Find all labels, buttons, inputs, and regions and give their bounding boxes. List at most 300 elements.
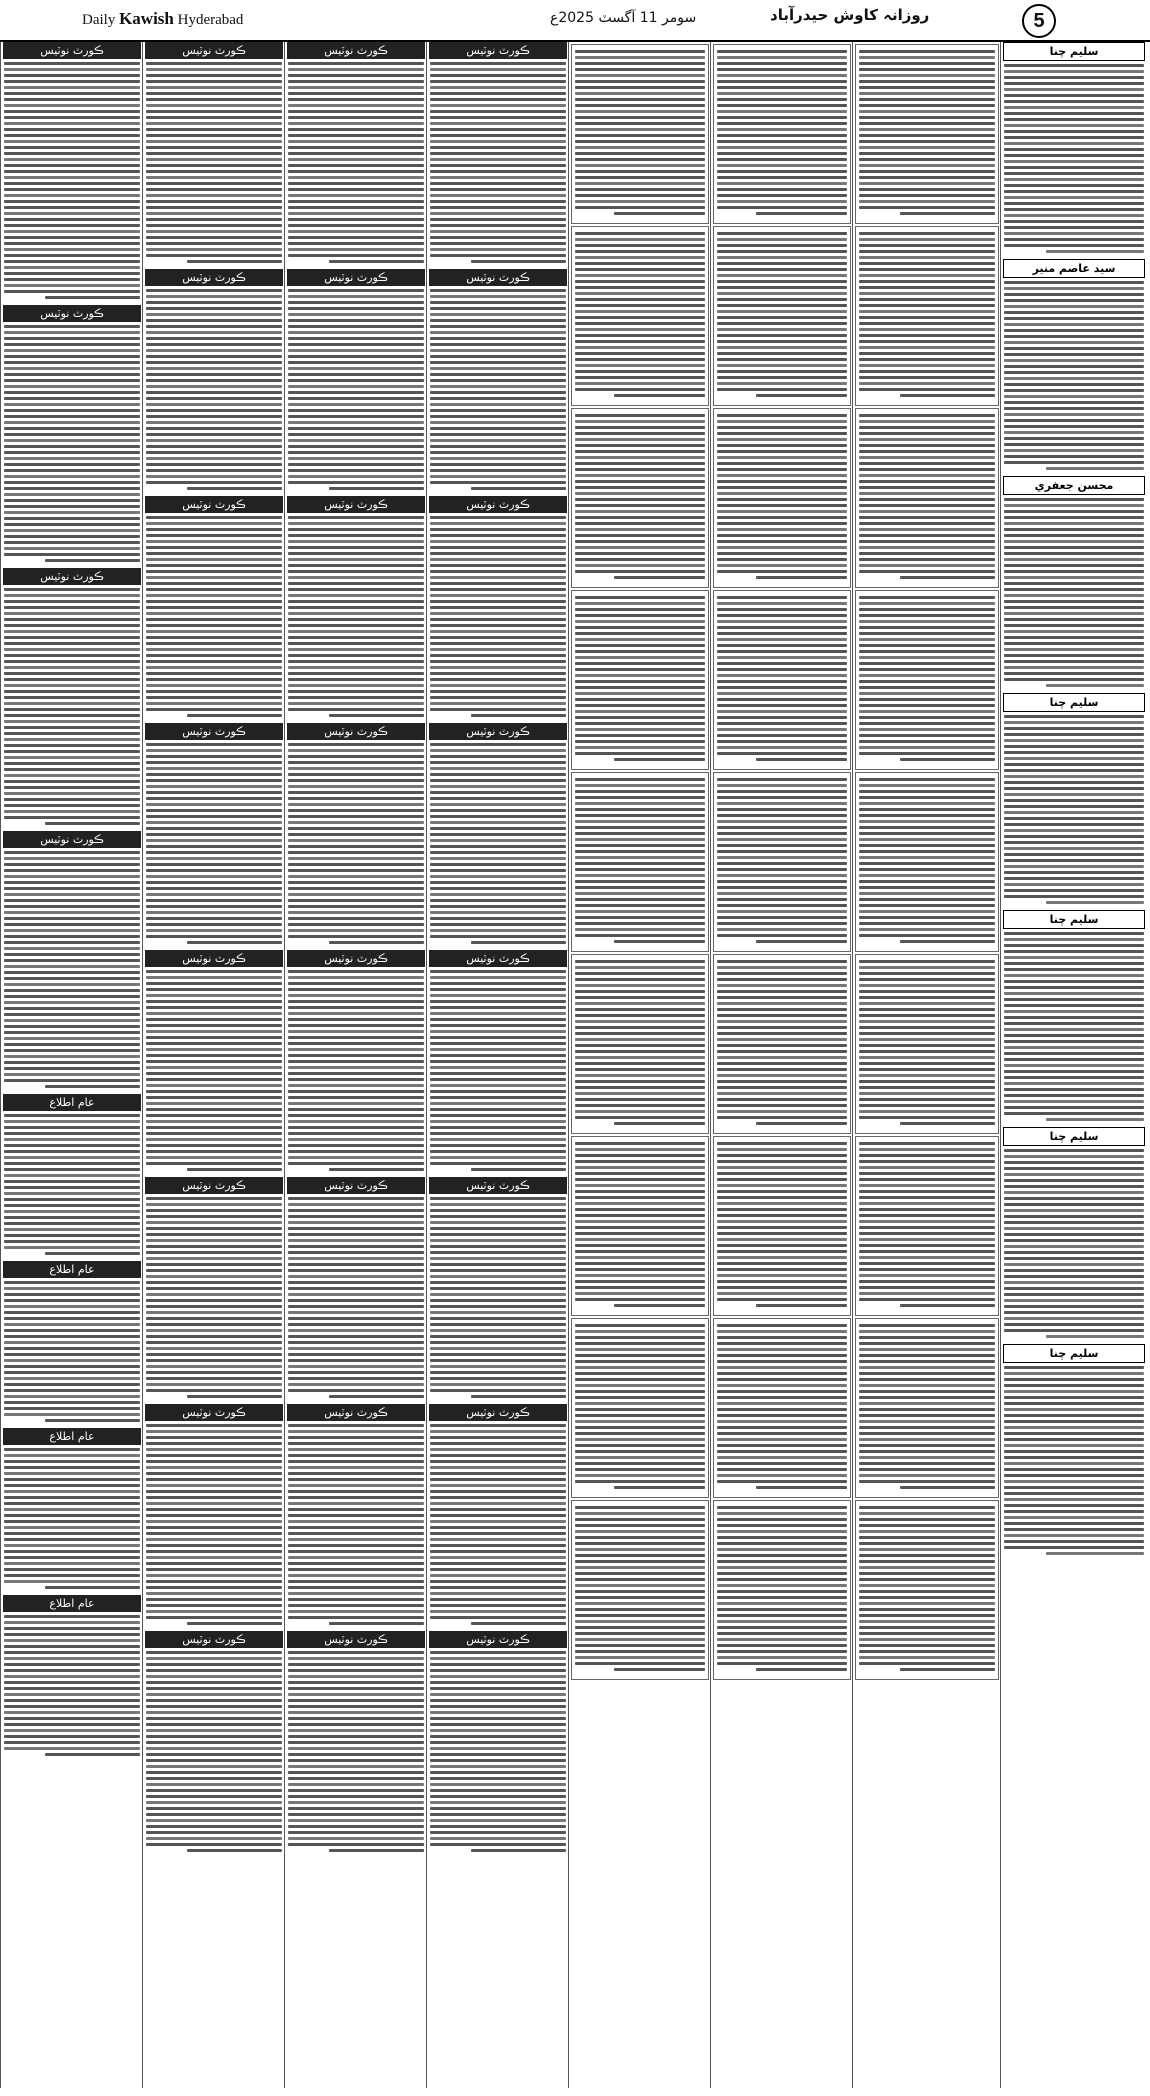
text-line: [1004, 1390, 1144, 1393]
text-block: [1004, 932, 1144, 1121]
text-line: [859, 1062, 995, 1065]
text-line: [859, 1184, 995, 1187]
text-line: [575, 802, 705, 805]
text-line: [717, 1366, 847, 1369]
text-line: [575, 752, 705, 755]
text-line: [146, 570, 282, 573]
text-line: [1004, 877, 1144, 880]
text-block: [717, 414, 847, 579]
text-line: [859, 480, 995, 483]
text-line: [288, 678, 424, 681]
text-line: [859, 492, 995, 495]
text-line: [717, 1378, 847, 1381]
text-line: [717, 686, 847, 689]
text-line: [4, 260, 140, 263]
text-line: [146, 439, 282, 442]
text-block: [859, 960, 995, 1125]
text-line: [717, 1638, 847, 1641]
text-line: [288, 648, 424, 651]
text-line: [1004, 413, 1144, 416]
text-line: [4, 421, 140, 424]
text-line: [288, 343, 424, 346]
text-line: [4, 636, 140, 639]
text-line: [4, 588, 140, 591]
text-line: [288, 606, 424, 609]
text-line: [288, 1257, 424, 1260]
text-line: [717, 516, 847, 519]
text-line: [187, 1622, 282, 1625]
text-line: [859, 1620, 995, 1623]
text-line: [430, 1323, 566, 1326]
text-line: [288, 1102, 424, 1105]
text-line: [859, 1292, 995, 1295]
text-line: [859, 1110, 995, 1113]
text-line: [430, 110, 566, 113]
text-line: [146, 797, 282, 800]
text-block: [717, 960, 847, 1125]
text-line: [146, 1675, 282, 1678]
text-line: [575, 1650, 705, 1653]
section-heading: ڪورٽ نوٽيس: [145, 950, 283, 967]
text-line: [146, 1275, 282, 1278]
text-line: [717, 1644, 847, 1647]
text-line: [146, 1072, 282, 1075]
text-line: [717, 352, 847, 355]
text-line: [4, 254, 140, 257]
column-news-2: [710, 42, 853, 2088]
text-line: [859, 346, 995, 349]
text-line: [1004, 1173, 1144, 1176]
text-line: [146, 1000, 282, 1003]
text-line: [717, 194, 847, 197]
text-line: [430, 1556, 566, 1559]
text-line: [430, 1114, 566, 1117]
text-line: [4, 780, 140, 783]
text-line: [430, 1448, 566, 1451]
text-line: [717, 990, 847, 993]
text-line: [288, 528, 424, 531]
text-line: [717, 928, 847, 931]
text-line: [4, 511, 140, 514]
text-line: [575, 1638, 705, 1641]
text-line: [288, 1502, 424, 1505]
text-line: [4, 1132, 140, 1135]
text-line: [859, 334, 995, 337]
text-line: [575, 820, 705, 823]
text-line: [859, 746, 995, 749]
text-line: [4, 1019, 140, 1022]
text-line: [146, 666, 282, 669]
text-line: [4, 1168, 140, 1171]
text-line: [1004, 166, 1144, 169]
text-line: [288, 1753, 424, 1756]
text-line: [859, 1450, 995, 1453]
text-line: [430, 1006, 566, 1009]
text-line: [430, 1203, 566, 1206]
text-line: [859, 540, 995, 543]
text-line: [430, 1490, 566, 1493]
text-line: [1004, 1492, 1144, 1495]
text-line: [1046, 1118, 1144, 1121]
text-line: [288, 1054, 424, 1057]
text-line: [430, 642, 566, 645]
text-line: [575, 790, 705, 793]
text-line: [288, 188, 424, 191]
text-line: [4, 1281, 140, 1284]
text-line: [430, 146, 566, 149]
text-line: [430, 1251, 566, 1254]
text-line: [430, 206, 566, 209]
text-line: [717, 1590, 847, 1593]
text-line: [717, 104, 847, 107]
text-line: [717, 704, 847, 707]
text-line: [288, 1586, 424, 1589]
text-line: [4, 553, 140, 556]
text-line: [146, 1556, 282, 1559]
text-line: [1004, 1076, 1144, 1079]
text-line: [288, 1281, 424, 1284]
text-line: [717, 1068, 847, 1071]
text-line: [859, 1474, 995, 1477]
text-line: [146, 1036, 282, 1039]
text-line: [614, 212, 705, 215]
text-line: [575, 116, 705, 119]
text-line: [146, 869, 282, 872]
text-line: [859, 814, 995, 817]
text-line: [146, 385, 282, 388]
text-line: [146, 349, 282, 352]
text-line: [1004, 516, 1144, 519]
text-line: [288, 1203, 424, 1206]
text-line: [575, 1166, 705, 1169]
text-line: [4, 774, 140, 777]
text-line: [717, 298, 847, 301]
text-line: [288, 80, 424, 83]
text-line: [1004, 1010, 1144, 1013]
text-line: [4, 1717, 140, 1720]
text-line: [430, 361, 566, 364]
text-line: [430, 540, 566, 543]
text-line: [430, 797, 566, 800]
text-line: [717, 420, 847, 423]
text-line: [1004, 938, 1144, 941]
text-line: [859, 328, 995, 331]
text-line: [859, 1402, 995, 1405]
text-line: [717, 558, 847, 561]
text-line: [430, 1562, 566, 1565]
text-line: [430, 1293, 566, 1296]
text-line: [430, 791, 566, 794]
text-line: [575, 1542, 705, 1545]
text-line: [146, 1442, 282, 1445]
text-line: [1004, 1444, 1144, 1447]
text-line: [1004, 365, 1144, 368]
text-line: [4, 481, 140, 484]
text-block: [288, 970, 424, 1171]
text-line: [430, 1604, 566, 1607]
text-line: [1004, 1034, 1144, 1037]
text-line: [4, 1663, 140, 1666]
text-line: [430, 851, 566, 854]
text-line: [4, 128, 140, 131]
text-block: [4, 325, 140, 562]
text-line: [288, 1717, 424, 1720]
text-line: [717, 614, 847, 617]
text-line: [859, 92, 995, 95]
text-line: [146, 1705, 282, 1708]
text-line: [717, 304, 847, 307]
text-line: [575, 638, 705, 641]
text-line: [4, 1669, 140, 1672]
text-line: [575, 1330, 705, 1333]
text-line: [4, 911, 140, 914]
text-line: [288, 809, 424, 812]
news-item: [571, 1500, 709, 1680]
text-line: [4, 242, 140, 245]
text-line: [1004, 859, 1144, 862]
text-block: [430, 970, 566, 1171]
text-line: [430, 1299, 566, 1302]
text-line: [288, 540, 424, 543]
text-line: [146, 92, 282, 95]
text-line: [430, 421, 566, 424]
text-line: [430, 1227, 566, 1230]
text-line: [717, 966, 847, 969]
text-line: [575, 1614, 705, 1617]
text-line: [288, 295, 424, 298]
text-line: [717, 292, 847, 295]
text-line: [859, 662, 995, 665]
text-line: [288, 899, 424, 902]
news-item: [855, 590, 999, 770]
text-line: [575, 1518, 705, 1521]
text-line: [1004, 865, 1144, 868]
text-line: [430, 982, 566, 985]
text-line: [859, 56, 995, 59]
text-line: [575, 188, 705, 191]
text-line: [146, 618, 282, 621]
text-line: [717, 1026, 847, 1029]
text-line: [859, 1638, 995, 1641]
text-line: [146, 182, 282, 185]
text-line: [288, 1436, 424, 1439]
section-heading: ڪورٽ نوٽيس: [429, 269, 567, 286]
text-line: [146, 1377, 282, 1380]
text-line: [288, 696, 424, 699]
text-line: [430, 1090, 566, 1093]
text-line: [859, 1074, 995, 1077]
text-line: [4, 995, 140, 998]
text-line: [430, 1018, 566, 1021]
text-line: [717, 238, 847, 241]
text-line: [717, 1116, 847, 1119]
text-line: [1004, 184, 1144, 187]
text-line: [288, 976, 424, 979]
text-line: [859, 850, 995, 853]
text-line: [430, 248, 566, 251]
text-line: [717, 1360, 847, 1363]
text-line: [288, 307, 424, 310]
text-line: [430, 1108, 566, 1111]
text-line: [288, 1526, 424, 1529]
text-line: [288, 1263, 424, 1266]
text-line: [1004, 1384, 1144, 1387]
text-line: [4, 732, 140, 735]
text-line: [717, 462, 847, 465]
text-line: [575, 1396, 705, 1399]
text-line: [288, 1616, 424, 1619]
text-line: [146, 1299, 282, 1302]
text-line: [717, 206, 847, 209]
text-line: [4, 881, 140, 884]
text-line: [859, 680, 995, 683]
text-line: [146, 1311, 282, 1314]
text-line: [717, 820, 847, 823]
text-line: [859, 722, 995, 725]
text-line: [146, 409, 282, 412]
text-line: [288, 361, 424, 364]
text-line: [146, 451, 282, 454]
text-line: [1004, 793, 1144, 796]
text-line: [859, 528, 995, 531]
text-line: [146, 1454, 282, 1457]
text-line: [717, 182, 847, 185]
text-line: [288, 110, 424, 113]
text-line: [575, 1560, 705, 1563]
text-line: [4, 337, 140, 340]
text-line: [146, 1502, 282, 1505]
text-line: [4, 158, 140, 161]
text-line: [614, 940, 705, 943]
text-block: [717, 596, 847, 761]
text-line: [146, 911, 282, 914]
text-line: [756, 212, 847, 215]
text-line: [1004, 1245, 1144, 1248]
text-line: [575, 56, 705, 59]
text-line: [717, 814, 847, 817]
text-line: [4, 212, 140, 215]
text-line: [717, 1008, 847, 1011]
text-line: [187, 714, 282, 717]
text-line: [1004, 1396, 1144, 1399]
text-line: [859, 838, 995, 841]
text-line: [575, 644, 705, 647]
text-line: [4, 1329, 140, 1332]
text-line: [575, 1116, 705, 1119]
text-line: [1046, 901, 1144, 904]
text-line: [859, 1190, 995, 1193]
text-line: [859, 966, 995, 969]
text-block: [4, 1448, 140, 1589]
text-line: [4, 1401, 140, 1404]
text-line: [859, 50, 995, 53]
text-line: [187, 487, 282, 490]
text-block: [4, 588, 140, 825]
text-line: [1004, 564, 1144, 567]
text-line: [717, 868, 847, 871]
text-line: [146, 481, 282, 484]
text-line: [288, 1759, 424, 1762]
text-line: [1004, 745, 1144, 748]
text-line: [1004, 1046, 1144, 1049]
text-line: [575, 1480, 705, 1483]
column-court-3: [426, 42, 569, 2088]
text-line: [717, 316, 847, 319]
text-line: [146, 1687, 282, 1690]
text-line: [146, 1365, 282, 1368]
text-line: [717, 1032, 847, 1035]
text-line: [717, 152, 847, 155]
text-line: [717, 534, 847, 537]
text-line: [146, 1538, 282, 1541]
text-line: [288, 791, 424, 794]
text-line: [288, 68, 424, 71]
text-line: [288, 1066, 424, 1069]
text-line: [859, 862, 995, 865]
text-line: [717, 1050, 847, 1053]
text-line: [146, 403, 282, 406]
text-line: [717, 1256, 847, 1259]
text-line: [430, 1616, 566, 1619]
text-line: [288, 1377, 424, 1380]
text-line: [575, 784, 705, 787]
text-line: [717, 1142, 847, 1145]
text-line: [1004, 739, 1144, 742]
text-line: [146, 1825, 282, 1828]
text-line: [430, 1042, 566, 1045]
text-line: [288, 1705, 424, 1708]
text-line: [4, 1520, 140, 1523]
text-line: [859, 596, 995, 599]
text-line: [430, 1819, 566, 1822]
text-line: [430, 708, 566, 711]
text-line: [717, 650, 847, 653]
text-line: [575, 170, 705, 173]
text-line: [756, 1304, 847, 1307]
text-line: [146, 1592, 282, 1595]
text-line: [288, 1741, 424, 1744]
text-line: [146, 1699, 282, 1702]
text-line: [430, 528, 566, 531]
text-line: [575, 722, 705, 725]
text-line: [575, 620, 705, 623]
text-line: [4, 857, 140, 860]
text-line: [4, 1389, 140, 1392]
text-line: [146, 1251, 282, 1254]
text-line: [859, 1366, 995, 1369]
text-line: [1004, 606, 1144, 609]
text-line: [900, 940, 995, 943]
text-line: [288, 797, 424, 800]
text-line: [430, 684, 566, 687]
text-line: [288, 373, 424, 376]
text-line: [717, 188, 847, 191]
text-line: [4, 188, 140, 191]
text-line: [288, 457, 424, 460]
text-line: [4, 1705, 140, 1708]
text-line: [756, 758, 847, 761]
text-line: [430, 588, 566, 591]
text-line: [430, 1687, 566, 1690]
text-line: [146, 1598, 282, 1601]
text-line: [859, 1336, 995, 1339]
text-line: [1004, 1540, 1144, 1543]
text-block: [288, 516, 424, 717]
text-line: [146, 1472, 282, 1475]
text-line: [575, 1584, 705, 1587]
text-line: [4, 708, 140, 711]
text-line: [146, 564, 282, 567]
